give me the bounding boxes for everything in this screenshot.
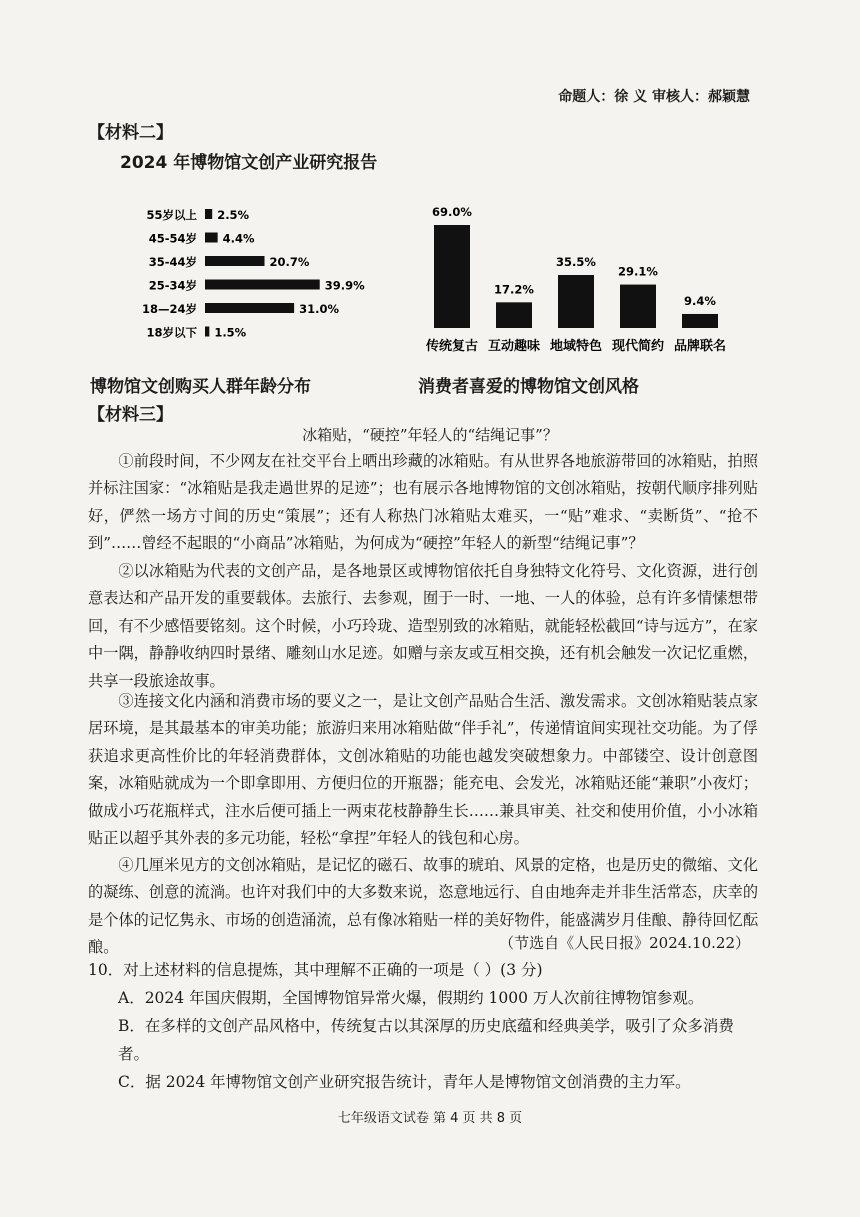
style-bar xyxy=(682,314,718,328)
question-stem: 10．对上述材料的信息提炼，其中理解不正确的一项是（ ）(3 分) xyxy=(88,961,543,979)
style-value-label: 9.4% xyxy=(684,293,716,308)
style-category-label: 现代简约 xyxy=(611,339,665,354)
age-value-label: 39.9% xyxy=(324,278,365,293)
age-value-label: 2.5% xyxy=(217,208,250,222)
age-category-label: 35-44岁 xyxy=(148,255,197,269)
style-category-label: 传统复古 xyxy=(425,339,479,354)
style-value-label: 69.0% xyxy=(432,205,472,219)
page-footer: 七年级语文试卷 第 4 页 共 8 页 xyxy=(337,1111,523,1126)
material-3-label: 【材料三】 xyxy=(88,405,173,425)
style-bar xyxy=(558,275,594,328)
age-value-label: 1.5% xyxy=(214,325,247,340)
age-value-label: 31.0% xyxy=(299,302,340,316)
author-line: 命题人：徐 义 审核人：郝颖慧 xyxy=(558,89,750,105)
style-bar xyxy=(496,302,532,328)
material-2-label: 【材料二】 xyxy=(88,123,173,143)
article-paragraph-2: ②以冰箱贴为代表的文创产品，是各地景区或博物馆依托自身独特文化符号、文化资源，进行创意表达和产品开发的重要载体。去旅行、去参观，囿于一时、一地、一人的体验，总有许多情愫想带回，有不少感悟要铭刻。这个时候，小巧玲珑、造型别致的冰箱贴，就能轻松截回“诗与远方”，在家中一隅，静静收纳四时景绪、雕刻山水足迹。如赠与亲友或互相交换，还有机会触发一次记忆重燃，共享一段旅途故事。 xyxy=(88,562,758,690)
age-bar xyxy=(205,256,265,266)
style-category-label: 品牌联名 xyxy=(673,339,727,354)
option-a: A．2024 年国庆假期，全国博物馆异常火爆，假期约 1000 万人次前往博物馆参观。 xyxy=(118,989,704,1007)
style-value-label: 17.2% xyxy=(494,282,534,297)
age-distribution-chart xyxy=(130,200,410,355)
option-c: C．据 2024 年博物馆文创产业研究报告统计，青年人是博物馆文创消费的主力军。 xyxy=(118,1073,691,1091)
age-bar xyxy=(205,233,218,243)
age-bar xyxy=(205,327,209,337)
age-bar xyxy=(205,280,320,290)
age-category-label: 55岁以上 xyxy=(146,208,197,222)
age-value-label: 20.7% xyxy=(269,255,310,269)
age-category-label: 45-54岁 xyxy=(148,231,197,246)
style-bar xyxy=(620,285,656,328)
article-paragraph-4: ④几厘米见方的文创冰箱贴，是记忆的磁石、故事的琥珀、风景的定格，也是历史的微缩、文化的凝练、创意的流淌。也许对我们中的大多数来说，恣意地远行、自由地奔走并非生活常态，庆幸的是个体的记忆隽永、市场的创造涌流，总有像冰箱贴一样的美好物件，能盛满岁月佳酿、静待回忆酝酿。 xyxy=(88,856,758,957)
style-bar xyxy=(434,225,470,328)
style-preference-chart xyxy=(420,195,740,365)
article-title: 冰箱贴，“硬控”年轻人的“结绳记事”？ xyxy=(302,426,558,444)
age-value-label: 4.4% xyxy=(222,231,255,246)
article-paragraph-3: ③连接文化内涵和消费市场的要义之一，是让文创产品贴合生活、激发需求。文创冰箱贴装点家居环境，是其最基本的审美功能；旅游归来用冰箱贴做“伴手礼”，传递情谊间实现社交功能。为了俘获追求更高性价比的年轻消费群体，文创冰箱贴的功能也越发突破想象力。中部镂空、设计创意图案，冰箱贴就成为一个即拿即用、方便归位的开瓶器；能充电、会发光，冰箱贴还能“兼职”小夜灯；做成小巧花瓶样式，注水后便可插上一两束花枝静静生长……兼具审美、社交和使用价值，小小冰箱贴正以超乎其外表的多元功能，轻松“拿捏”年轻人的钱包和心房。 xyxy=(88,692,758,848)
report-title: 2024 年博物馆文创产业研究报告 xyxy=(120,153,378,173)
age-category-label: 18—24岁 xyxy=(141,302,197,316)
style-value-label: 29.1% xyxy=(618,264,658,279)
age-chart-caption: 博物馆文创购买人群年龄分布 xyxy=(90,377,311,397)
age-category-label: 25-34岁 xyxy=(148,278,197,293)
age-bar xyxy=(205,209,212,219)
style-value-label: 35.5% xyxy=(556,255,596,270)
age-bar xyxy=(205,303,294,313)
article-paragraph-1: ①前段时间，不少网友在社交平台上晒出珍藏的冰箱贴。有从世界各地旅游带回的冰箱贴，拍照并标注国家：“冰箱贴是我走過世界的足迹”；也有展示各地博物馆的文创冰箱贴，按朝代顺序排列贴好，俨然一场方寸间的历史“策展”；还有人称热门冰箱贴太难买，一“贴”难求、“卖断货”、“抢不到”……曾经不起眼的“小商品”冰箱贴，为何成为“硬控”年轻人的新型“结绳记事”？ xyxy=(88,452,758,553)
style-category-label: 互动趣味 xyxy=(487,339,541,354)
article-source: （节选自《人民日报》2024.10.22） xyxy=(499,934,750,952)
style-category-label: 地域特色 xyxy=(549,339,603,354)
style-chart-caption: 消费者喜爱的博物馆文创风格 xyxy=(418,377,639,397)
age-category-label: 18岁以下 xyxy=(146,325,197,340)
option-b: B．在多样的文创产品风格中，传统复古以其深厚的历史底蕴和经典美学，吸引了众多消费者。 xyxy=(118,1017,734,1063)
